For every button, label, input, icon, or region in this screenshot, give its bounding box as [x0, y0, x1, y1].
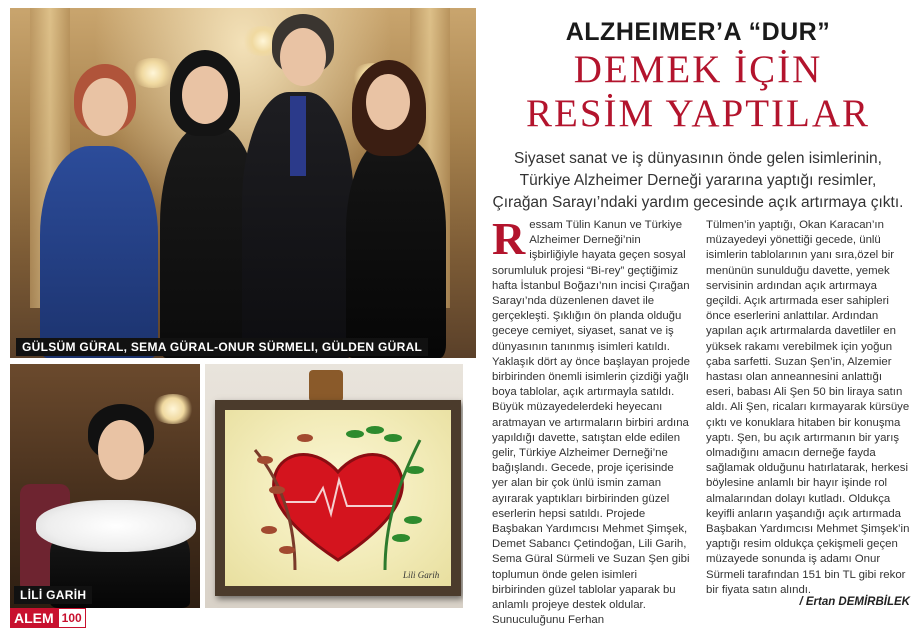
article-column-2	[706, 218, 910, 598]
heart-painting	[225, 410, 451, 586]
person-face	[98, 420, 144, 480]
logo-name: ALEM	[10, 608, 58, 628]
person-black-top	[346, 138, 446, 358]
person-blue-dress	[40, 146, 158, 358]
chandelier-light	[150, 394, 196, 424]
magazine-logo	[10, 608, 86, 628]
painting-canvas	[225, 410, 451, 586]
drop-cap: R	[492, 213, 526, 264]
headline-line-1: DEMEK İÇİN	[573, 48, 823, 91]
article-deck: Siyaset sanat ve iş dünyasının önde gelen isimlerinin, Türkiye Alzheimer Derneği yararına yaptığı resimler, Çırağan Sarayı’ndaki yardım gecesinde açık artırmaya çıktı.	[492, 150, 904, 211]
group-photo	[10, 8, 476, 358]
page-number: 100	[58, 608, 86, 628]
person-face	[82, 78, 128, 136]
person-face	[366, 74, 410, 130]
photo-caption: LİLİ GARİH	[14, 586, 92, 604]
headline-kicker: ALZHEIMER’A “DUR”	[565, 18, 831, 46]
painting-photo	[205, 364, 463, 608]
portrait-photo	[10, 364, 200, 608]
painting-frame	[215, 400, 461, 596]
photo-caption: GÜLSÜM GÜRAL, SEMA GÜRAL-ONUR SÜRMELI, GÜLDEN GÜRAL	[16, 338, 428, 356]
column-2-text: Tülmen’in yaptığı, Okan Karacan’ın müzayedeyi yönettiği gecede, ünlü isimlerin tablolarının yanı sıra,özel bir menünün sunulduğu davette, yemek servisinin ardından açık artırmaya geçildi. Açık artırmada eser sahipleri önce eserlerini anlattılar. Ardından yapılan açık artırmalarda davetliler en yüksek rakamı verebilmek için yoğun çaba sarfetti. Suzan Şen’in, Alzemier hastası olan anneannesini anlattığı eseri, babası Ali Şen 50 bin liraya satın aldı. Ali Şen, ricaları kırmayarak kürsüye çıktı ve konuklara hitaben bir konuşma yaptı. Şen, bu açık artırmanın bir yarış olmadığını amacın derneğe fayda sağlamak olduğunu hatırlatarak, herkesi böylesine anlamlı bir hayır işinde rol almalarından dolayı kutladı. Oldukça keyifli anların yaşandığı açık artırmada Başbakan Yardımcısı Mehmet Şimşek’in yaptığı resim oldukça çekişmeli geçen müzayede sonunda iş adamı Onur Sürmeli tarafından 151 bin TL gibi rekor bir fiyata satın alındı.	[706, 219, 910, 596]
easel-top	[309, 370, 343, 402]
painting-signature: Lili Garih	[403, 570, 440, 580]
column-1-text: essam Tülin Kanun ve Türkiye Alzheimer Derneği’nin işbirliğiyle hayata geçen sosyal sorumluluk projesi “Bi-rey” geçtiğimiz hafta İstanbul Boğazı’nın incisi Çırağan Sarayı’nda düzenlenen davet ile gerçekleşti. Şıklığın ön planda olduğu geceye cemiyet, siyaset, sanat ve iş dünyasının tanınmış isimleri katıldı. Yaklaşık dört ay önce başlayan projede birbirinden önemli isimlerin çizdiği yağlı boya tablolar, açık artırmayla satıldı. Büyük müzayedelerdeki heyecanı aratmayan ve artırmaların birbiri ardına yapıldığı davette, satıştan elde edilen gelir, Türkiye Alzheimer Derneği’ne bağışlandı. Gecede, proje içerisinde yer alan bir çok ünlü ismin zaman ayırarak yaptıkları birbirinden güzel eserlerin hepsi satıldı. Projede Başbakan Yardımcısı Mehmet Şimşek, Demet Sabancı Çetindoğan, Lili Garih, Sema Güral Sürmeli ve Suzan Şen gibi toplumun önde gelen isimleri birbirinden güzel tablolar yaparak bu anlamlı projeye destek oldular. Sunuculuğunu Ferhan	[492, 219, 690, 627]
fur-stole	[36, 500, 196, 552]
byline: / Ertan DEMİRBİLEK	[799, 596, 910, 608]
headline-line-2: RESİM YAPTILAR	[526, 92, 870, 135]
article-column-1	[492, 213, 692, 628]
person-face	[280, 28, 326, 86]
tie	[290, 96, 306, 176]
person-face	[182, 66, 228, 124]
chandelier-light	[130, 58, 176, 88]
